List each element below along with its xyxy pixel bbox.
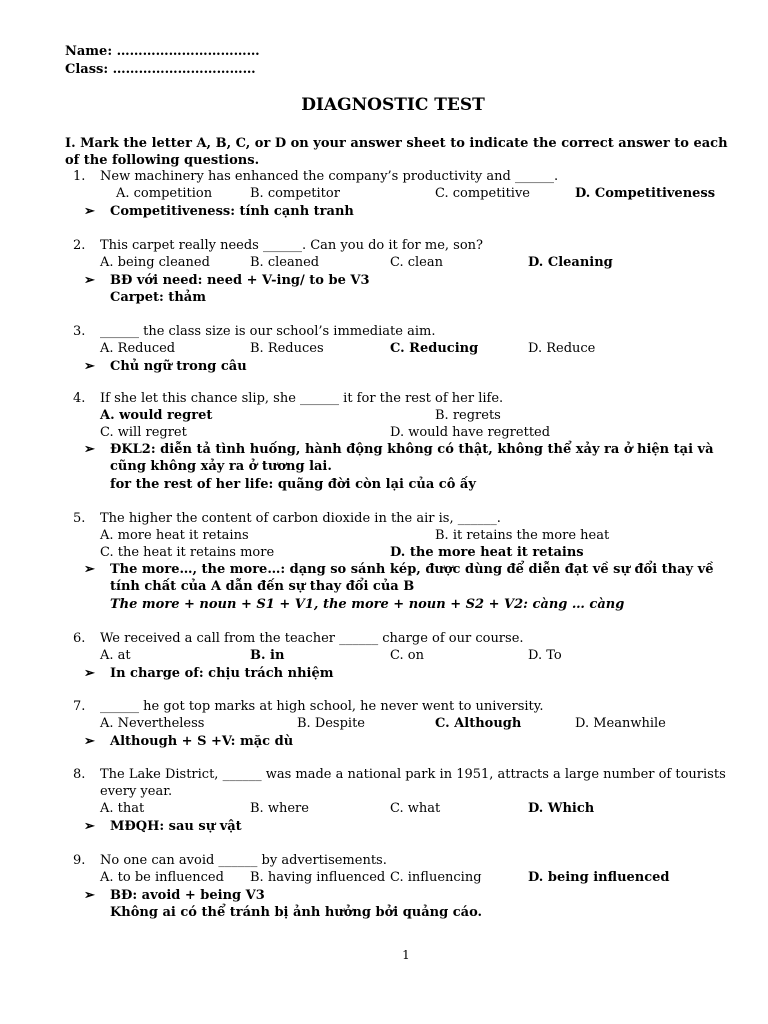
option-d: D. Reduce	[528, 341, 596, 356]
option-d: D. would have regretted	[390, 425, 551, 440]
arrow-bullet-icon: ➢	[84, 562, 95, 577]
option-b: B. competitor	[250, 186, 340, 201]
option-b: B. having influenced	[250, 870, 386, 885]
arrow-bullet-icon: ➢	[84, 359, 95, 374]
option-c: C. clean	[390, 255, 444, 270]
option-c: C. what	[390, 801, 441, 816]
option-d: D. To	[528, 648, 562, 663]
option-a: A. to be influenced	[100, 870, 224, 885]
option-b: B. where	[250, 801, 309, 816]
arrow-bullet-icon: ➢	[84, 442, 95, 457]
answer-note: Although + S +V: mặc dù	[110, 734, 294, 749]
section-instruction: I. Mark the letter A, B, C, or D on your answer sheet to indicate the correct answer to each of the following questions.	[65, 136, 728, 168]
answer-note: Competitiveness: tính cạnh tranh	[110, 204, 354, 219]
answer-note: BĐ: avoid + being V3	[110, 888, 265, 903]
option-c: C. influencing	[390, 870, 482, 885]
answer-note: for the rest of her life: quãng đời còn lại của cô ấy	[110, 477, 476, 492]
option-b: B. cleaned	[250, 255, 320, 270]
option-c: C. the heat it retains more	[100, 545, 275, 560]
option-c: C. competitive	[435, 186, 530, 201]
arrow-bullet-icon: ➢	[84, 888, 95, 903]
option-a: A. that	[100, 801, 145, 816]
page-title: DIAGNOSTIC TEST	[301, 95, 485, 115]
question-number: 2.	[73, 238, 86, 253]
question-text: every year.	[100, 784, 173, 799]
answer-note: Carpet: thảm	[110, 290, 206, 305]
answer-note: Chủ ngữ trong câu	[110, 359, 247, 374]
option-c: C. on	[390, 648, 424, 663]
option-a: A. Nevertheless	[100, 716, 205, 731]
page-number: 1	[402, 948, 410, 962]
answer-note: MĐQH: sau sự vật	[110, 819, 242, 834]
answer-note-formula: The more + noun + S1 + V1, the more + noun + S2 + V2: càng … càng	[110, 597, 625, 612]
option-b: B. in	[250, 648, 285, 663]
option-d: D. Which	[528, 801, 595, 816]
question-number: 8.	[73, 767, 86, 782]
option-a: A. at	[100, 648, 131, 663]
option-a: A. competition	[116, 186, 213, 201]
option-a: A. Reduced	[100, 341, 176, 356]
option-d: D. Cleaning	[528, 255, 613, 270]
arrow-bullet-icon: ➢	[84, 819, 95, 834]
option-d: D. Meanwhile	[575, 716, 666, 731]
answer-note: In charge of: chịu trách nhiệm	[110, 666, 334, 681]
name-field: Name: ……………………………	[65, 44, 260, 59]
option-b: B. regrets	[435, 408, 501, 423]
arrow-bullet-icon: ➢	[84, 666, 95, 681]
option-a: A. would regret	[100, 408, 213, 423]
option-c: C. Although	[435, 716, 522, 731]
question-text: If she let this chance slip, she ______ it for the rest of her life.	[100, 391, 504, 406]
option-c: C. Reducing	[390, 341, 479, 356]
question-number: 5.	[73, 511, 86, 526]
answer-note: ĐKL2: diễn tả tình huống, hành động không có thật, không thể xảy ra ở hiện tại và	[110, 442, 714, 457]
option-b: B. Reduces	[250, 341, 324, 356]
answer-note: BĐ với need: need + V-ing/ to be V3	[110, 273, 370, 288]
question-number: 4.	[73, 391, 86, 406]
question-number: 1.	[73, 169, 86, 184]
option-d: D. being influenced	[528, 870, 670, 885]
option-a: A. more heat it retains	[100, 528, 249, 543]
question-text: The higher the content of carbon dioxide in the air is, ______.	[100, 511, 501, 526]
question-number: 9.	[73, 853, 86, 868]
option-b: B. it retains the more heat	[435, 528, 610, 543]
option-d: D. the more heat it retains	[390, 545, 584, 560]
question-text: New machinery has enhanced the company’s productivity and ______.	[100, 169, 559, 184]
option-c: C. will regret	[100, 425, 187, 440]
question-text: No one can avoid ______ by advertisements.	[100, 853, 387, 868]
question-text: The Lake District, ______ was made a national park in 1951, attracts a large number of tourists	[100, 767, 726, 782]
arrow-bullet-icon: ➢	[84, 204, 95, 219]
question-text: ______ the class size is our school’s immediate aim.	[100, 324, 436, 339]
question-text: We received a call from the teacher ______ charge of our course.	[100, 631, 524, 646]
answer-note: tính chất của A dẫn đến sự thay đổi của B	[110, 579, 415, 594]
question-text: This carpet really needs ______. Can you do it for me, son?	[100, 238, 484, 253]
question-number: 7.	[73, 699, 86, 714]
option-a: A. being cleaned	[100, 255, 210, 270]
question-number: 3.	[73, 324, 86, 339]
option-b: B. Despite	[297, 716, 366, 731]
question-text: ______ he got top marks at high school, he never went to university.	[100, 699, 544, 714]
arrow-bullet-icon: ➢	[84, 273, 95, 288]
answer-note: Không ai có thể tránh bị ảnh hưởng bởi quảng cáo.	[110, 905, 483, 920]
arrow-bullet-icon: ➢	[84, 734, 95, 749]
option-d: D. Competitiveness	[575, 186, 716, 201]
class-field: Class: ……………………………	[65, 62, 256, 77]
question-number: 6.	[73, 631, 86, 646]
answer-note: The more…, the more…: dạng so sánh kép, được dùng để diễn đạt về sự đổi thay về	[110, 562, 714, 577]
answer-note: cũng không xảy ra ở tương lai.	[110, 459, 332, 474]
